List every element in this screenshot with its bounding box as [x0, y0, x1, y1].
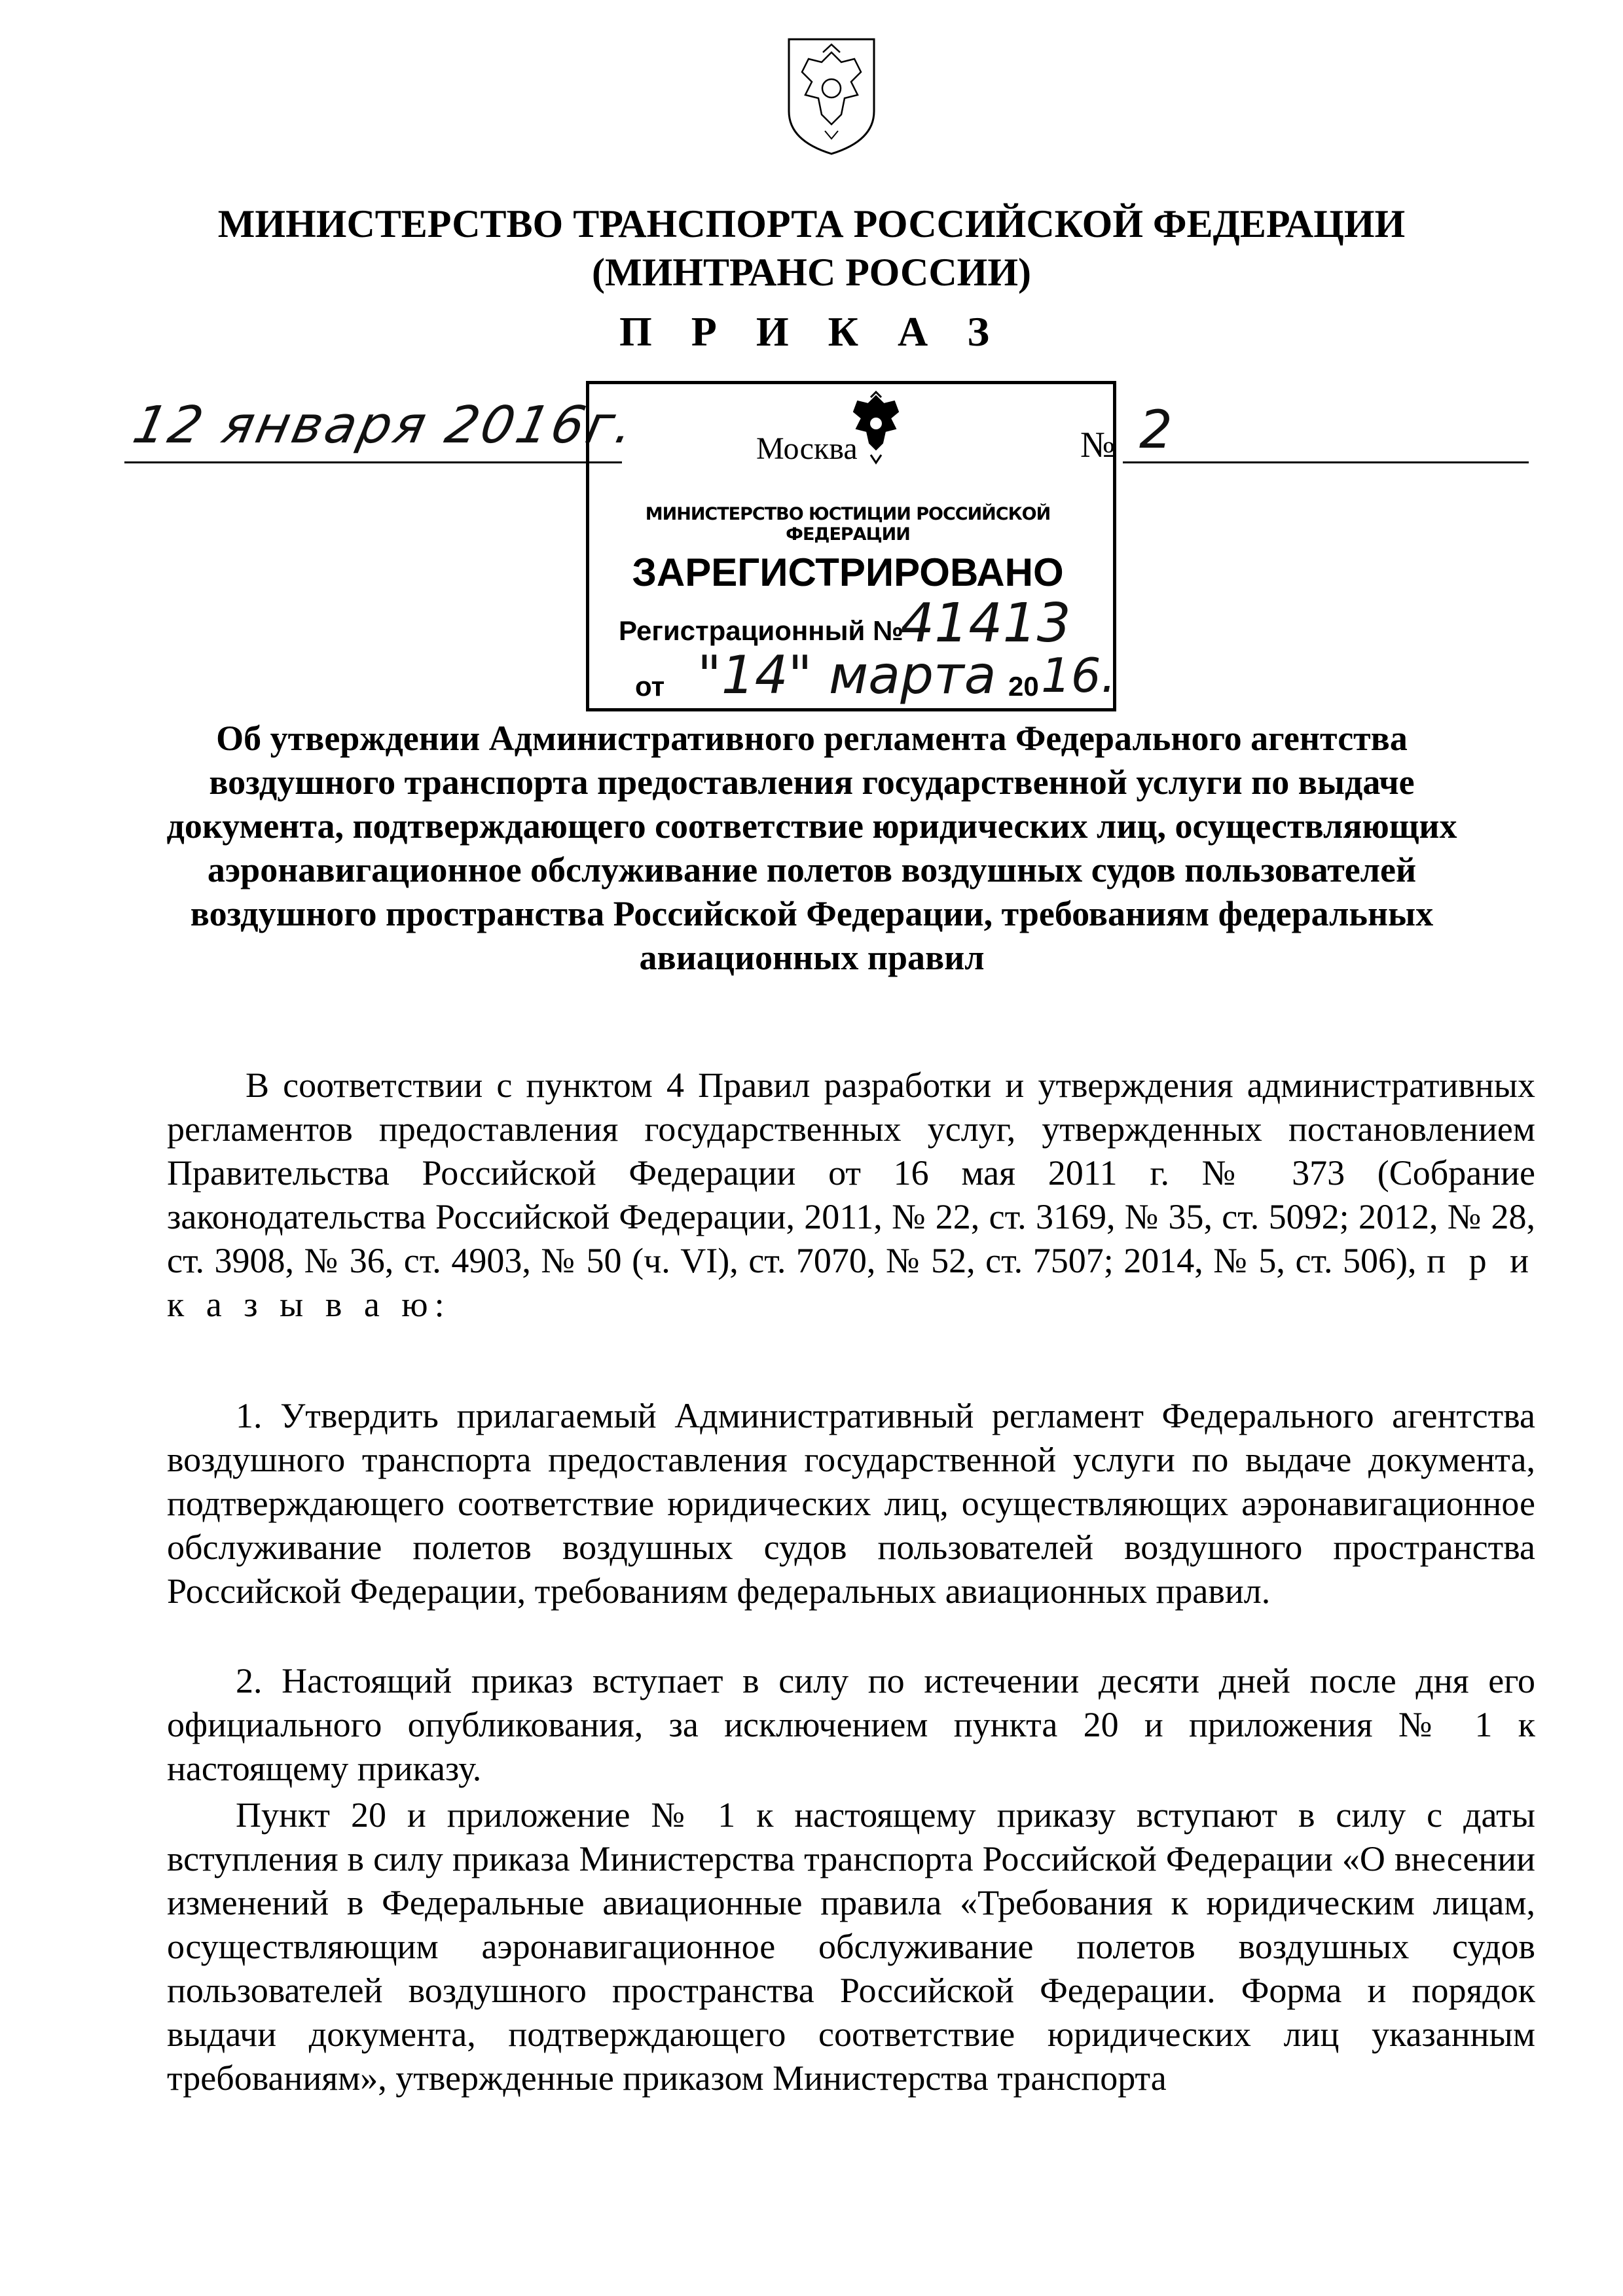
item-1-paragraph: 1. Утвердить прилагаемый Административный регламент Федерального агентства воздушного транспорта предоставления государственной услуги по выдаче документа, подтверждающего соответствие юридических лиц, осуществляющих аэронавигационное обслуживание полетов воздушных судов пользователей воздушного пространства Российской Федерации, требованиям федеральных авиационных правил. — [167, 1396, 1535, 1611]
preamble-text: В соответствии с пунктом 4 Правил разработки и утверждения административных регламентов предоставления государственных услуг, утвержденных постановлением Правительства Российской Федерации от 16 мая 2011 г. № 373 (Собрание законодательства Российской Федерации, 2011, № 22, ст. 3169, № 35, ст. 5092; 2012, № 28, ст. 3908, № 36, ст. 4903, № 50 (ч. VI), ст. 7070, № 52, ст. 7507; 2014, № 5, ст. 506), — [167, 1066, 1535, 1280]
item-2-paragraph: 2. Настоящий приказ вступает в силу по истечении десяти дней после дня его официального опубликования, за исключением пункта 20 и приложения № 1 к настоящему приказу. — [167, 1661, 1535, 1788]
stamp-year-suffix: 16. — [1041, 648, 1116, 703]
stamp-coat-of-arms-icon — [845, 389, 907, 468]
stamp-year-prefix: 20 — [1008, 671, 1039, 702]
number-underline — [1123, 461, 1529, 463]
city: Москва — [756, 431, 858, 466]
preamble-paragraph — [167, 1064, 1535, 1327]
ministry-line-1: МИНИСТЕРСТВО ТРАНСПОРТА РОССИЙСКОЙ ФЕДЕРАЦИИ — [217, 202, 1406, 245]
handwritten-number: 2 — [1139, 399, 1173, 460]
stamp-reg-label: Регистрационный № — [619, 615, 903, 646]
order-word: п р и к а з ы в а ю: — [167, 1241, 1536, 1324]
stamp-status: ЗАРЕГИСТРИРОВАНО — [632, 550, 1064, 594]
item-2-continuation-paragraph: Пункт 20 и приложение № 1 к настоящему приказу вступают в силу с даты вступления в силу приказа Министерства транспорта Российской Федерации «О внесении изменений в Федеральные авиационные правила «Требования к юридическим лицам, осуществляющим аэронавигационное обслуживание полетов воздушных судов пользователей воздушного пространства Российской Федерации. Форма и порядок выдачи документа, подтверждающего соответствие юридических лиц указанным требованиям», утвержденные приказом Министерства транспорта — [167, 1795, 1535, 2098]
number-label: № — [1080, 425, 1116, 465]
stamp-reg-number: 41413 — [900, 592, 1071, 655]
ministry-line-2: (МИНТРАНС РОССИИ) — [592, 251, 1031, 294]
stamp-reg-date: "14" марта — [697, 645, 996, 706]
document-type: П Р И К А З — [619, 308, 1004, 355]
stamp-from-label: от — [635, 671, 665, 702]
document-title: Об утверждении Административного регламента Федерального агентства воздушного транспорта предоставления государственной услуги по выдаче документа, подтверждающего соответствие юридических лиц, осуществляющих аэронавигационное обслуживание полетов воздушных судов пользователей воздушного пространства Российской Федерации, требованиям федеральных авиационных правил — [166, 719, 1457, 977]
coat-of-arms-icon — [782, 33, 881, 157]
handwritten-date: 12 января 2016г. — [128, 396, 642, 455]
ministry-name — [0, 200, 1623, 296]
stamp-organization: МИНИСТЕРСТВО ЮСТИЦИИ РОССИЙСКОЙ ФЕДЕРАЦИИ — [645, 504, 1051, 545]
